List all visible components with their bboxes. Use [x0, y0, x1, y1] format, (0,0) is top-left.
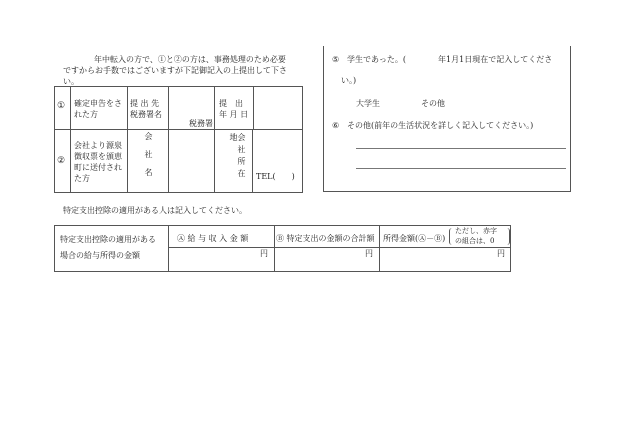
intro-line-1: 年中転入の方で、①と②の方は、事務処理のため必要 [94, 55, 286, 64]
option-other: その他 [421, 99, 445, 108]
income-amount-header: 所得金額(Ⓐ－Ⓑ) [383, 234, 446, 243]
tax-office-header-line1: 提 出 先 [130, 99, 160, 108]
row2-label-line3: 町に送付され [74, 163, 122, 172]
option-university-student: 大学生 [356, 99, 380, 108]
section2-heading: 特定支出控除の適用がある人は記入してください。 [63, 206, 247, 215]
table2-left-line2: 場合の給与所得の金額 [60, 251, 140, 260]
special-deduction-table [54, 225, 511, 272]
submit-date-header-line1: 提 出 [219, 99, 243, 108]
intro-line-3: い。 [63, 77, 79, 86]
company-address-label: 会社所在地 [229, 133, 246, 181]
table2-left-line1: 特定支出控除の適用がある [60, 235, 156, 244]
row2-label-line4: た方 [74, 174, 90, 183]
item5-continuation: い。) [341, 76, 357, 85]
item6-number: ⑥ [332, 121, 340, 130]
tel-field: TEL( ) [256, 172, 295, 181]
row1-number: ① [57, 101, 66, 111]
submit-date-header-line2: 年 月 日 [219, 110, 249, 119]
unit-a: 円 [260, 249, 268, 258]
special-expense-header: Ⓑ 特定支出の金額の合計額 [276, 234, 375, 243]
row2-label-line2: 徴収票を頒恵 [74, 152, 122, 161]
row1-label-line1: 確定申告をさ [74, 99, 122, 108]
student-status-box [323, 46, 571, 192]
item6-text: その他(前年の生活状況を詳しく記入してください。) [347, 121, 534, 130]
note-line2: の組合は、0 [455, 237, 495, 245]
company-name-label: 会社名 [144, 132, 153, 186]
salary-income-header: Ⓐ 給 与 収 入 金 額 [177, 234, 249, 243]
row2-number: ② [57, 156, 66, 166]
item5-number: ⑤ [332, 55, 340, 64]
row2-label-line1: 会社より源泉 [74, 141, 122, 150]
row1-label-line2: れた方 [74, 110, 98, 119]
tax-office-header-line2: 税務署名 [130, 110, 162, 119]
item5-text: 学生であった。( 年1月1日現在で記入してくださ [347, 55, 553, 64]
unit-b: 円 [365, 249, 373, 258]
unit-c: 円 [497, 249, 505, 258]
tax-office-suffix: 税務署 [189, 119, 213, 128]
note-line1: ただし、赤字 [455, 227, 497, 235]
intro-line-2: ですからお手数ではございますが下記御記入の上提出して下さ [63, 66, 287, 75]
